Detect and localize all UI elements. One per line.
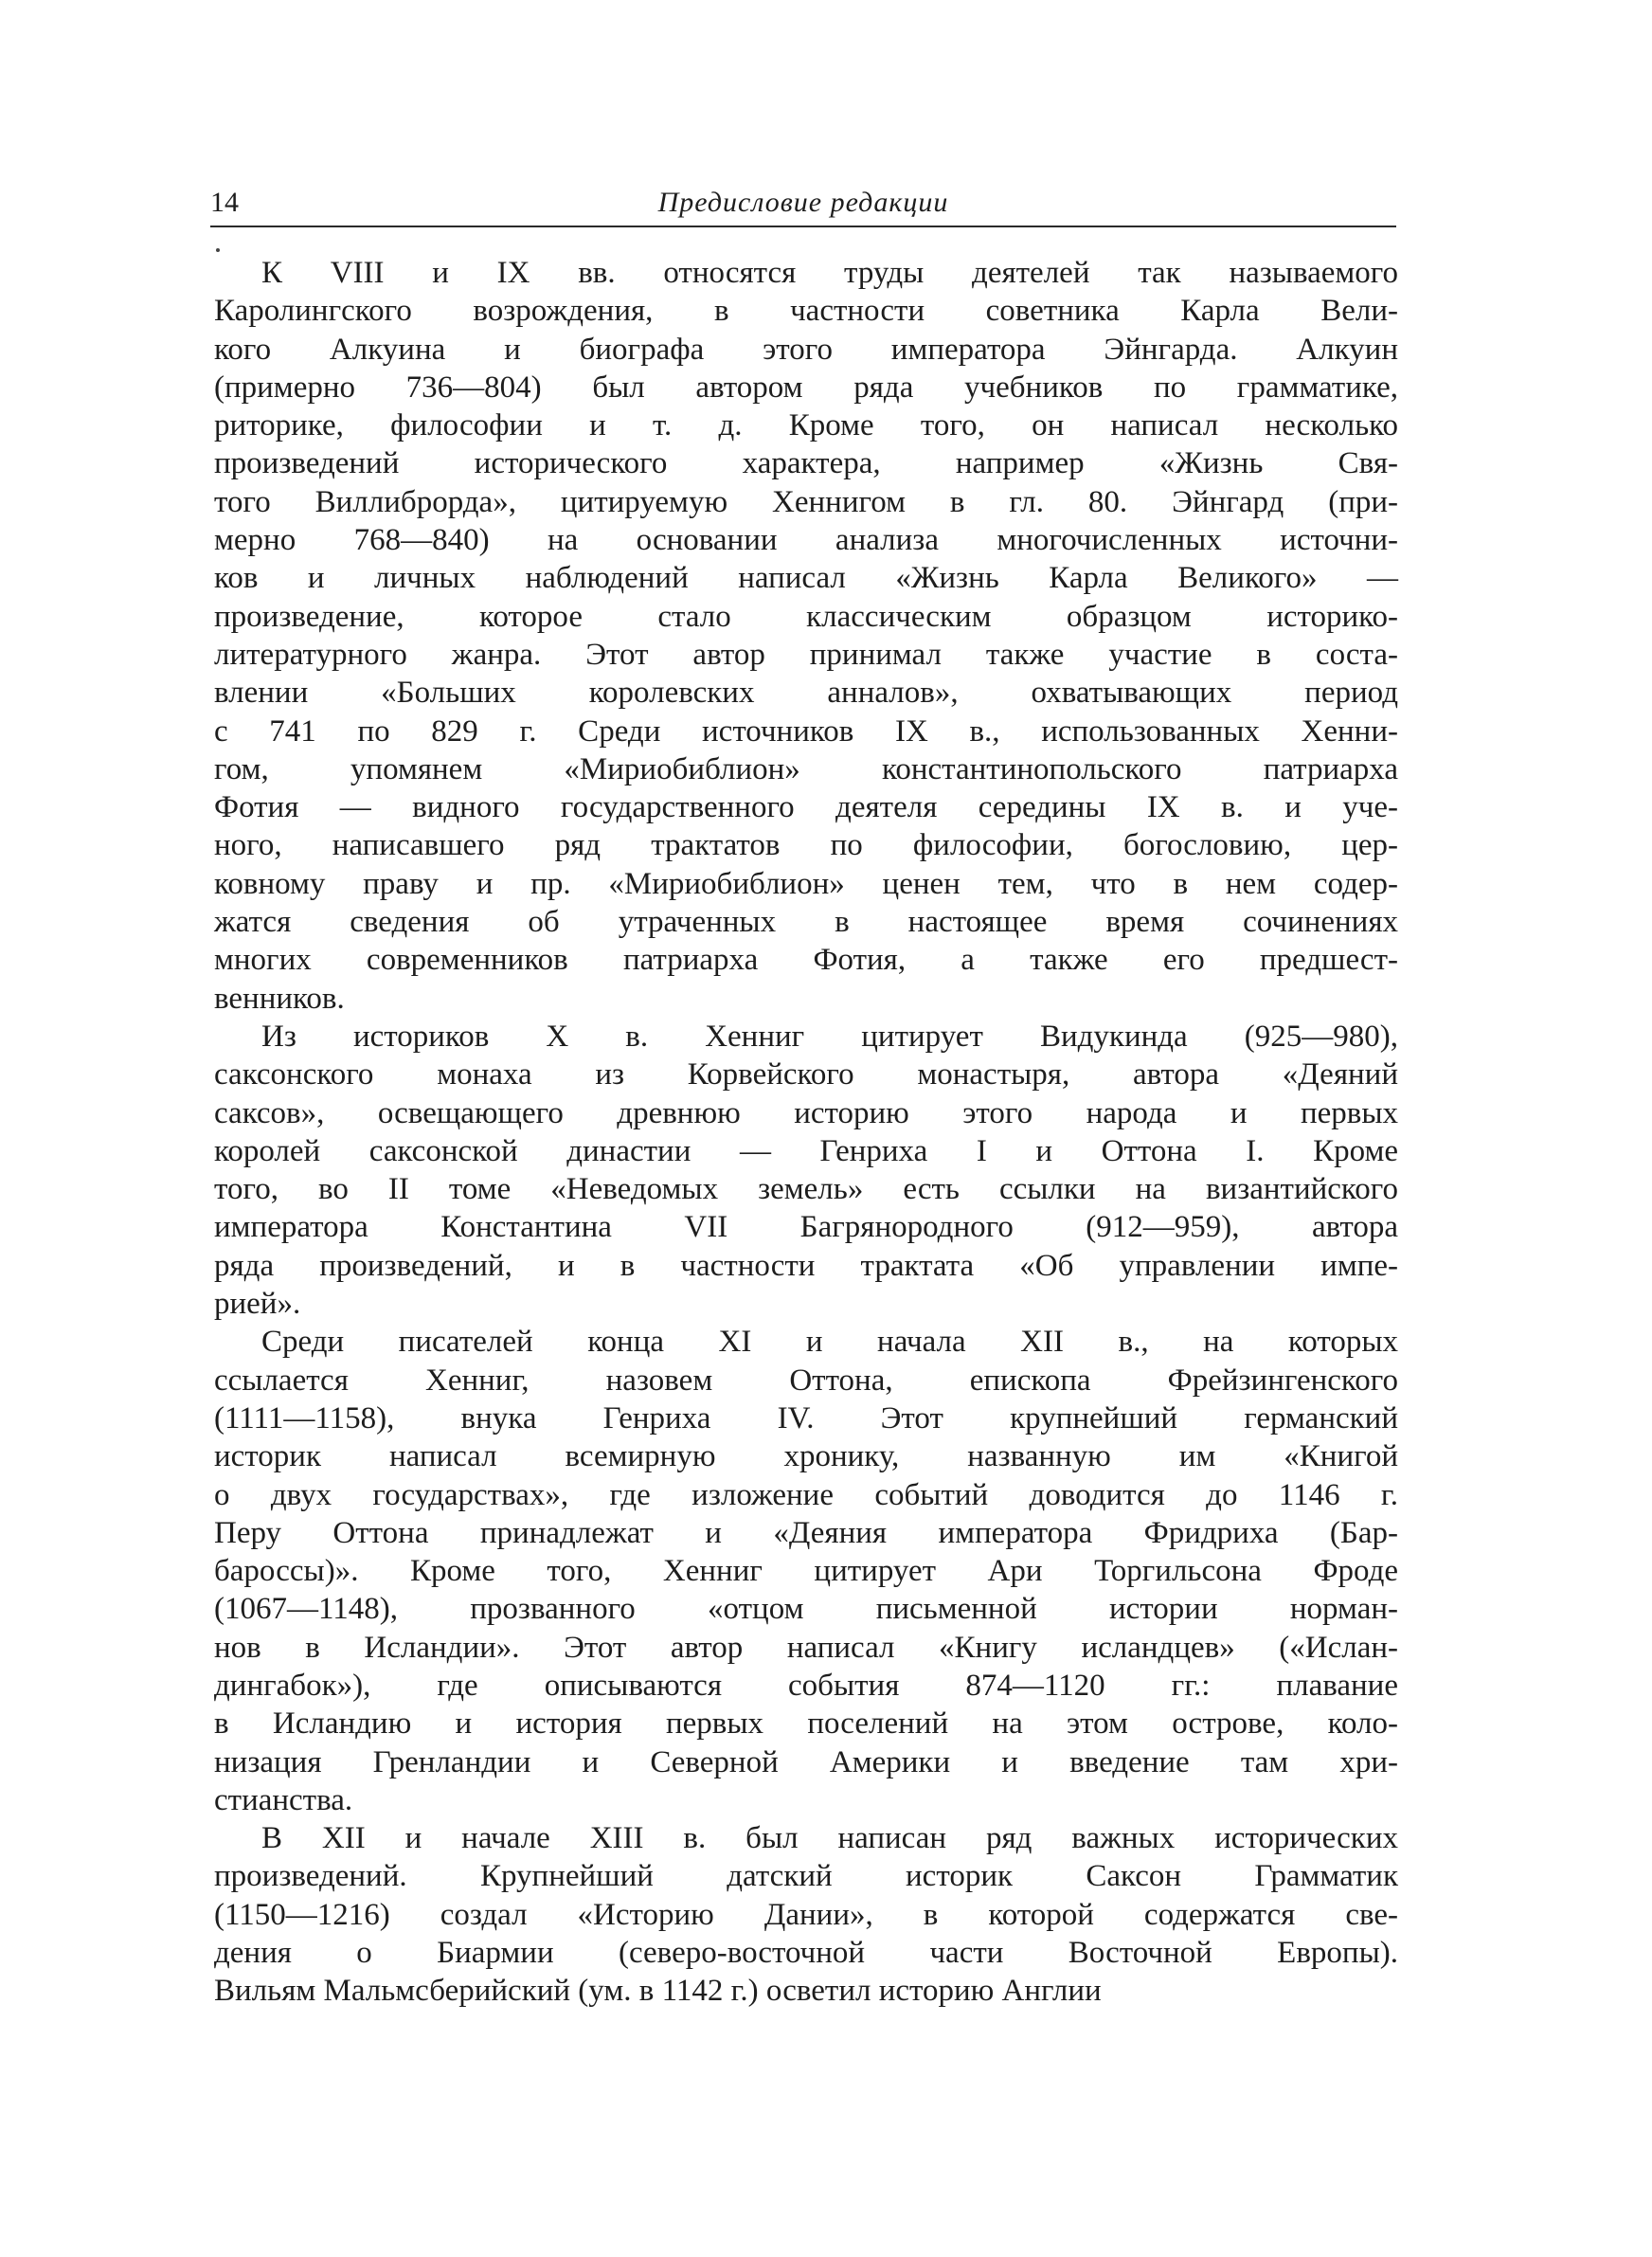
running-header xyxy=(210,182,1396,227)
text-line: жатся сведения об утраченных в настоящее время сочинениях xyxy=(214,905,1398,940)
text-line: стианства. xyxy=(214,1782,353,1817)
text-line: произведений. Крупнейший датский историк Саксон Грамматик xyxy=(214,1859,1398,1894)
text-line: произведение, которое стало классическим образцом историко- xyxy=(214,599,1398,634)
print-speck xyxy=(216,248,220,252)
text-line: дингабок»), где описываются события 874—1120 гг.: плавание xyxy=(214,1668,1398,1703)
text-line: ссылается Хенниг, назовем Оттона, епископа Фрейзингенского xyxy=(214,1363,1398,1398)
text-line: литературного жанра. Этот автор принимал также участие в соста- xyxy=(214,637,1398,672)
text-line: К VIII и IX вв. относятся труды деятелей так называемого xyxy=(261,256,1398,290)
text-line: мерно 768—840) на основании анализа многочисленных источни- xyxy=(214,523,1398,558)
text-line: с 741 по 829 г. Среди источников IX в., использованных Хенни- xyxy=(214,713,1398,749)
text-line: саксонского монаха из Корвейского монастыря, автора «Деяний xyxy=(214,1057,1398,1092)
text-line: Среди писателей конца XI и начала XII в., на которых xyxy=(261,1325,1398,1360)
text-line: ковному праву и пр. «Мириобиблион» ценен тем, что в нем содер- xyxy=(214,866,1398,901)
text-line: Фотия — видного государственного деятеля середины IX в. и уче- xyxy=(214,790,1398,825)
text-line: ного, написавшего ряд трактатов по философии, богословию, цер- xyxy=(214,828,1398,863)
running-title: Предисловие редакции xyxy=(657,187,949,218)
text-line: венников. xyxy=(214,981,345,1016)
body-text xyxy=(214,254,1398,2011)
page-number: 14 xyxy=(210,187,239,218)
text-line: саксов», освещающего древнюю историю этого народа и первых xyxy=(214,1095,1398,1130)
text-line: Из историков X в. Хенниг цитирует Видукинда (925—980), xyxy=(261,1019,1398,1054)
text-line: гом, упомянем «Мириобиблион» константинопольского патриарха xyxy=(214,751,1398,786)
text-line: дения о Биармии (северо-восточной части Восточной Европы). xyxy=(214,1936,1398,1971)
text-line: Каролингского возрождения, в частности советника Карла Вели- xyxy=(214,294,1398,329)
text-line: историк написал всемирную хронику, названную им «Книгой xyxy=(214,1439,1398,1474)
text-line: о двух государствах», где изложение событий доводится до 1146 г. xyxy=(214,1477,1398,1512)
text-line: кого Алкуина и биографа этого императора Эйнгарда. Алкуин xyxy=(214,332,1398,367)
text-line: того, во II томе «Неведомых земель» есть ссылки на византийского xyxy=(214,1172,1398,1207)
text-line: Перу Оттона принадлежат и «Деяния императора Фридриха (Бар- xyxy=(214,1515,1398,1550)
text-line: императора Константина VII Багрянородного (912—959), автора xyxy=(214,1210,1398,1245)
text-line: (1150—1216) создал «Историю Дании», в которой содержатся све- xyxy=(214,1897,1398,1932)
text-line: королей саксонской династии — Генриха I и Оттона I. Кроме xyxy=(214,1133,1398,1168)
text-line: (1067—1148), прозванного «отцом письменной истории норман- xyxy=(214,1592,1398,1627)
text-line: многих современников патриарха Фотия, а также его предшест- xyxy=(214,943,1398,978)
paragraph xyxy=(214,1018,1398,1323)
text-line: риторике, философии и т. д. Кроме того, он написал несколько xyxy=(214,408,1398,443)
paragraph xyxy=(214,1819,1398,2010)
paragraph xyxy=(214,1323,1398,1819)
text-line: Вильям Мальмсберийский (ум. в 1142 г.) осветил историю Англии xyxy=(214,1974,1102,2009)
text-line: (примерно 736—804) был автором ряда учебников по грамматике, xyxy=(214,370,1398,405)
text-line: В XII и начале XIII в. был написан ряд важных исторических xyxy=(261,1821,1398,1856)
text-line: влении «Больших королевских анналов», охватывающих период xyxy=(214,676,1398,711)
text-line: произведений исторического характера, например «Жизнь Свя- xyxy=(214,446,1398,481)
text-line: (1111—1158), внука Генриха IV. Этот крупнейший германский xyxy=(214,1400,1398,1435)
text-line: того Виллиброрда», цитируемую Хеннигом в гл. 80. Эйнгард (при- xyxy=(214,484,1398,519)
text-line: рией». xyxy=(214,1287,301,1322)
text-line: в Исландию и история первых поселений на этом острове, коло- xyxy=(214,1706,1398,1742)
text-line: ряда произведений, и в частности трактата «Об управлении импе- xyxy=(214,1248,1398,1283)
paragraph xyxy=(214,254,1398,1018)
text-line: нов в Исландии». Этот автор написал «Книгу исландцев» («Ислан- xyxy=(214,1630,1398,1665)
text-line: бароссы)». Кроме того, Хенниг цитирует Ари Торгильсона Фроде xyxy=(214,1554,1398,1589)
text-line: ков и личных наблюдений написал «Жизнь Карла Великого» — xyxy=(214,561,1398,596)
text-line: низация Гренландии и Северной Америки и введение там хри- xyxy=(214,1744,1398,1779)
